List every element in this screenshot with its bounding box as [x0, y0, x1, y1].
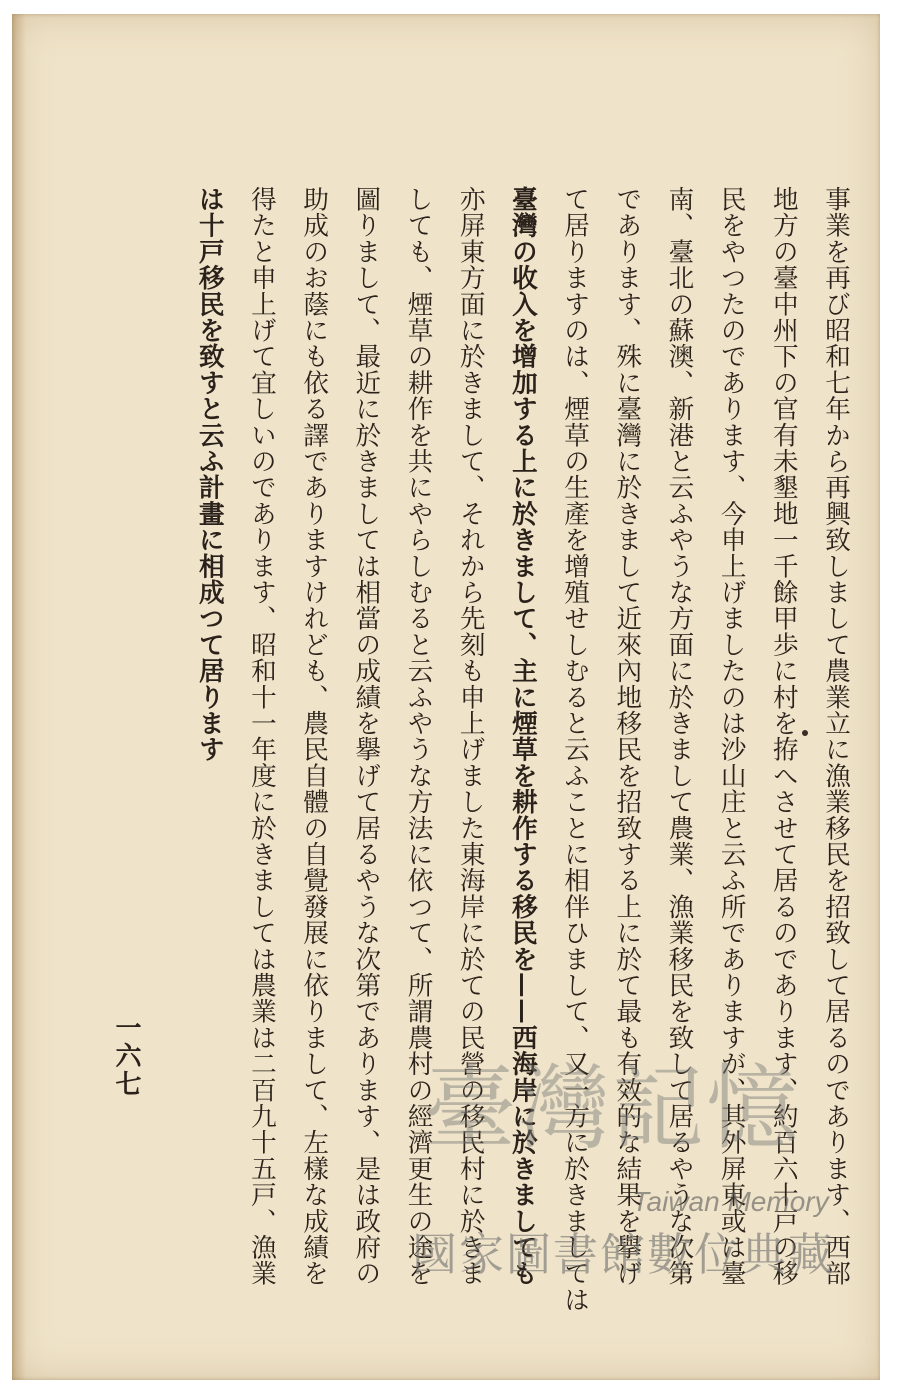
text-column-5: であります、殊に臺灣に於きまして近來內地移民を招致する上に於て最も有效的な結果を擧げ	[612, 186, 643, 1287]
text-column-3: 民をやつたのであります、今申上げましたのは沙山庄と云ふ所でありますが、其外屏東或は臺	[716, 186, 747, 1287]
text-column-8: 亦屏東方面に於きまして、それから先刻も申上げました東海岸に於ての民營の移民村に於きま	[455, 186, 486, 1287]
text-column-6: て居りますのは、煙草の生產を增殖せしむると云ふことに相伴ひまして、又一方に於きましては	[560, 186, 591, 1313]
text-column-7: 臺灣の收入を增加する上に於きまして、主に煙草を耕作する移民を——西海岸に於きましても	[507, 186, 538, 1287]
text-column-1: 事業を再び昭和七年から再興致しまして農業立に漁業移民を招致して居るのであります、西部	[821, 186, 851, 1287]
text-column-10: 圖りまして、最近に於きましては相當の成績を擧げて居るやうな次第であります、是は政府の	[351, 186, 382, 1287]
ink-dot	[802, 730, 808, 736]
page-number: 一六七	[111, 1014, 141, 1098]
document-page	[12, 14, 880, 1380]
watermark-subtitle: Taiwan Memory	[632, 1186, 829, 1217]
watermark	[412, 1054, 852, 1294]
text-column-4: 南、臺北の蘇澳、新港と云ふやうな方面に於きまして農業、漁業移民を致して居るやうな次第	[664, 186, 695, 1287]
text-column-12: 得たと申上げて宜しいのであります、昭和十一年度に於きましては農業は二百九十五戸、漁業	[246, 186, 277, 1287]
text-column-2: 地方の臺中州下の官有未墾地一千餘甲歩に村を拵へさせて居るのであります、約百六十戸の移	[768, 186, 799, 1287]
text-column-11: 助成のお蔭にも依る譯でありますけれども、農民自體の自覺發展に依りまして、左樣な成績を	[299, 186, 330, 1287]
watermark-title: 臺灣記憶	[424, 1055, 801, 1162]
page-edge-shadow	[12, 14, 26, 1380]
text-column-9: しても、煙草の耕作を共にやらしむると云ふやうな方法に依つて、所謂農村の經濟更生の途を	[403, 186, 434, 1287]
text-column-13: は十戸移民を致すと云ふ計畫に相成つて居ります	[194, 186, 225, 763]
watermark-institution: 國家圖書館數位典藏	[412, 1228, 836, 1281]
